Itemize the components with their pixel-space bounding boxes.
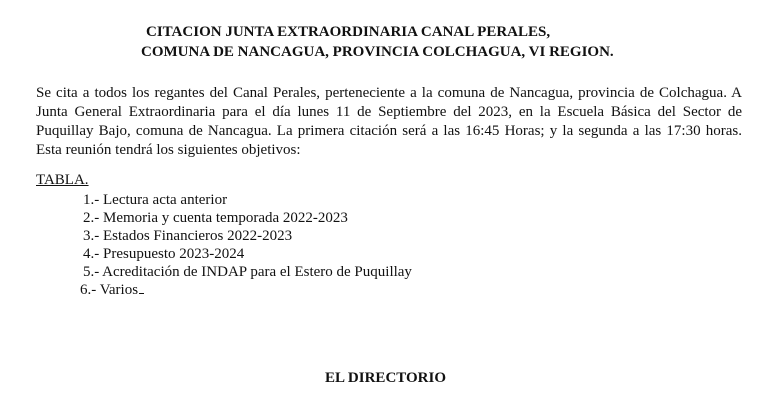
document-title-line-1: CITACION JUNTA EXTRAORDINARIA CANAL PERALES,	[146, 24, 551, 40]
agenda-item: 4.- Presupuesto 2023-2024	[83, 246, 245, 262]
agenda-item: 3.- Estados Financieros 2022-2023	[83, 228, 293, 244]
summons-paragraph: Se cita a todos los regantes del Canal Perales, perteneciente a la comuna de Nancagua, provincia de Colchagua. A Junta General Extraordinaria para el día lunes 11 de Septiembre del 2023, en la Escuela Básica del Sector de Puquillay Bajo, comuna de Nancagua. La primera citación será a las 16:45 Horas; y la segunda a las 17:30 horas. Esta reunión tendrá los siguientes objetivos:	[36, 85, 742, 158]
agenda-item-last	[80, 281, 144, 299]
document-title-line-2: COMUNA DE NANCAGUA, PROVINCIA COLCHAGUA, VI REGION.	[141, 44, 614, 60]
agenda-item: 5.- Acreditación de INDAP para el Estero de Puquillay	[83, 264, 412, 280]
agenda-item: 2.- Memoria y cuenta temporada 2022-2023	[83, 210, 348, 226]
agenda-item-last-text: 6.- Varios	[80, 282, 139, 298]
agenda-heading: TABLA.	[36, 172, 89, 188]
signature: EL DIRECTORIO	[325, 370, 447, 386]
trailing-underline	[139, 293, 144, 294]
agenda-item: 1.- Lectura acta anterior	[83, 192, 228, 208]
